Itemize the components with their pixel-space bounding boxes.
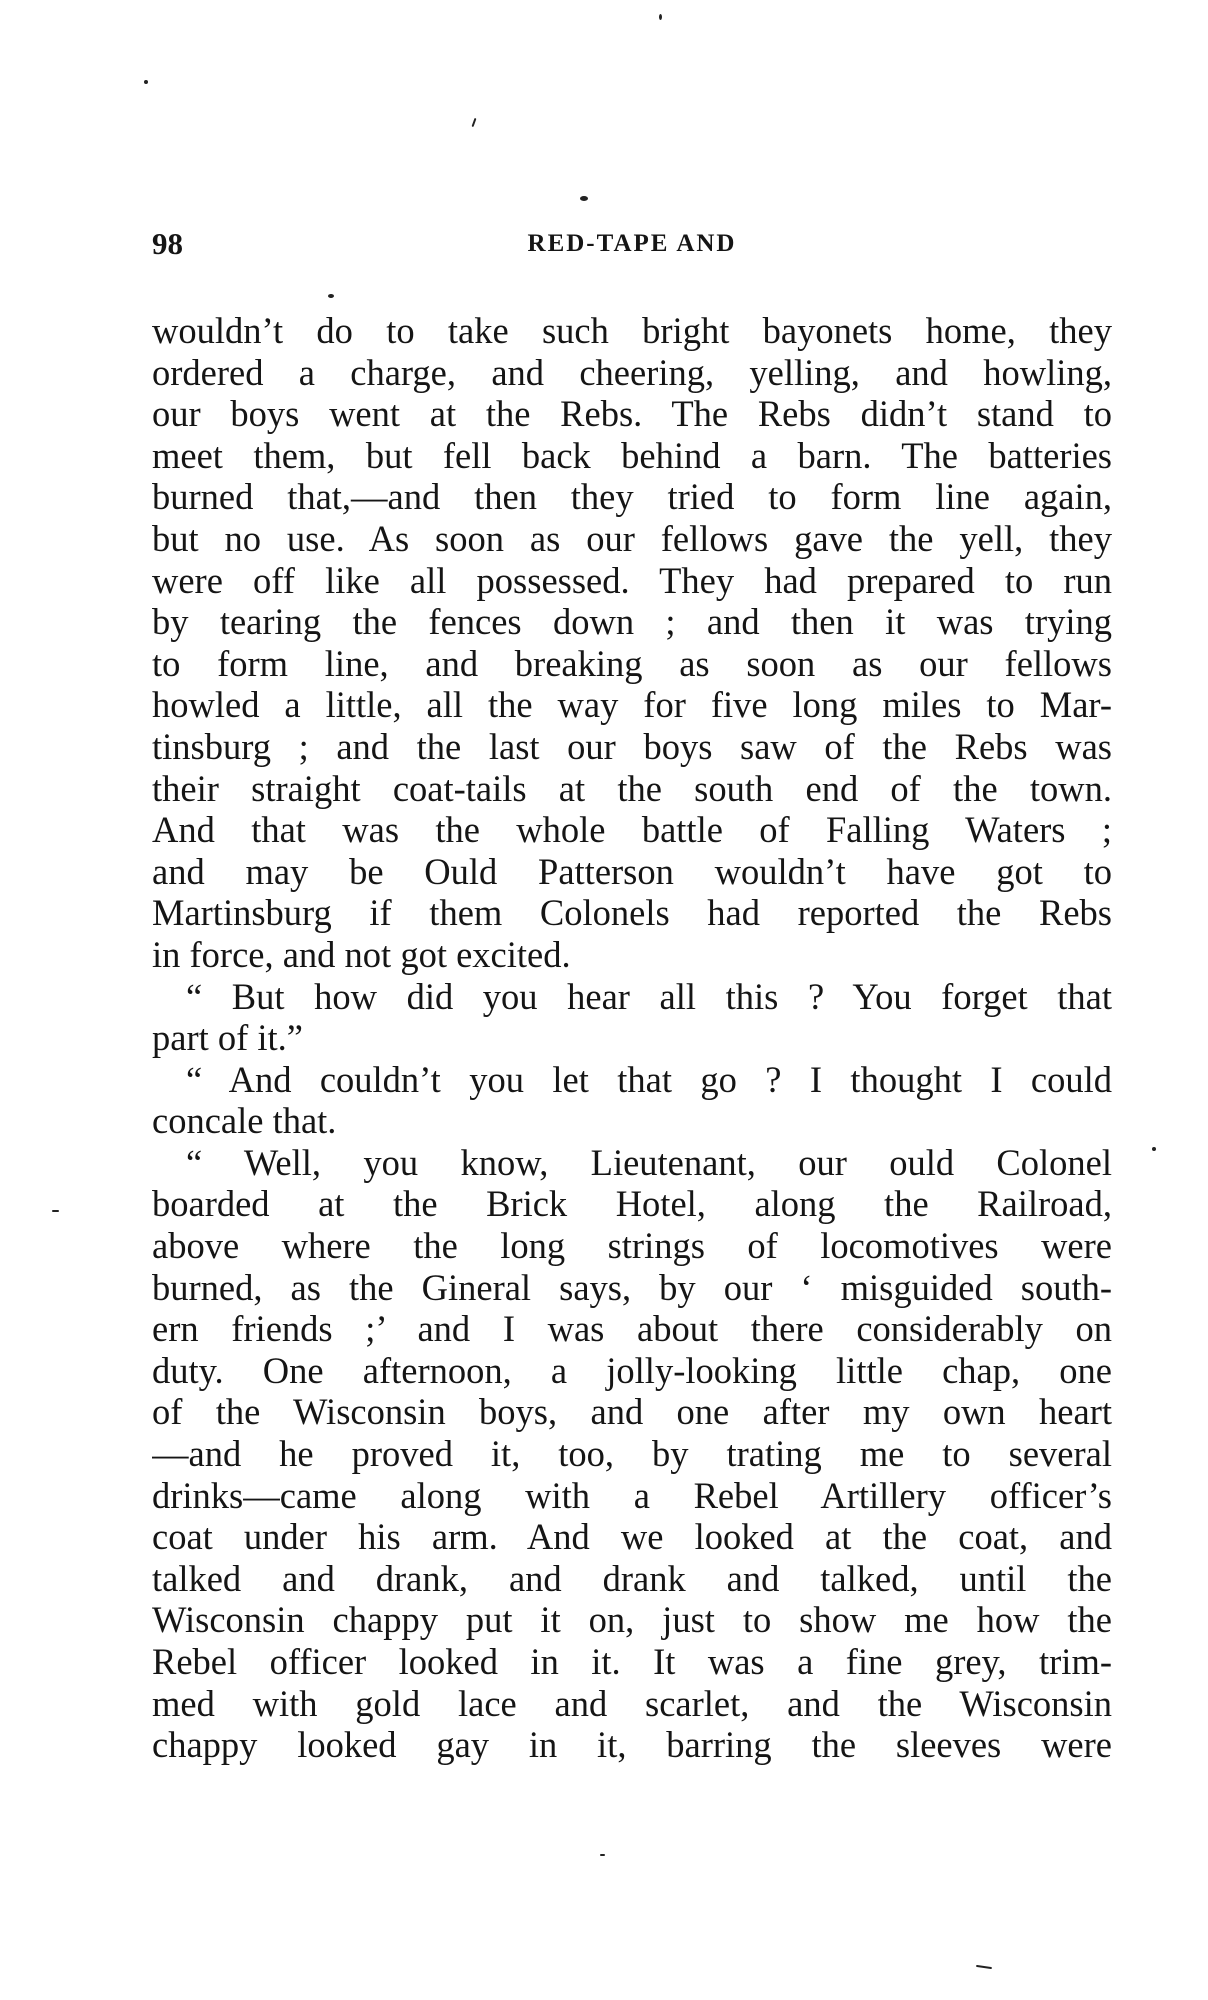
text-line: —and he proved it, too, by trating me to several bbox=[152, 1433, 1112, 1475]
text-line: Martinsburg if them Colonels had reported the Rebs bbox=[152, 892, 1112, 934]
text-line: howled a little, all the way for five long miles to Mar- bbox=[152, 684, 1112, 726]
text-line: “ And couldn’t you let that go ? I thought I could bbox=[186, 1058, 1112, 1100]
text-line: Wisconsin chappy put it on, just to show me how the bbox=[152, 1599, 1112, 1641]
scan-speck bbox=[144, 80, 148, 84]
text-line: coat under his arm. And we looked at the coat, and bbox=[152, 1516, 1112, 1558]
text-line: ern friends ;’ and I was about there considerably on bbox=[152, 1308, 1112, 1350]
text-line: were off like all possessed. They had prepared to run bbox=[152, 559, 1112, 601]
scan-speck bbox=[472, 118, 477, 127]
scan-speck bbox=[52, 1210, 59, 1212]
running-head: RED-TAPE AND bbox=[527, 230, 737, 257]
text-line: chappy looked gay in it, barring the sleeves were bbox=[152, 1724, 1112, 1766]
text-line: “ But how did you hear all this ? You forget that bbox=[186, 975, 1112, 1017]
text-line: and may be Ould Patterson wouldn’t have got to bbox=[152, 850, 1112, 892]
text-line: boarded at the Brick Hotel, along the Railroad, bbox=[152, 1183, 1112, 1225]
text-line: “ Well, you know, Lieutenant, our ould Colonel bbox=[186, 1141, 1112, 1183]
scan-speck bbox=[600, 1854, 605, 1856]
text-line: our boys went at the Rebs. The Rebs didn’t stand to bbox=[152, 393, 1112, 435]
page-number: 98 bbox=[152, 226, 183, 261]
text-line: above where the long strings of locomotives were bbox=[152, 1225, 1112, 1267]
body-text bbox=[152, 310, 1112, 1766]
scan-speck bbox=[659, 14, 662, 20]
text-line: burned that,—and then they tried to form line again, bbox=[152, 476, 1112, 518]
text-line: drinks—came along with a Rebel Artillery officer’s bbox=[152, 1474, 1112, 1516]
text-line: ordered a charge, and cheering, yelling, and howling, bbox=[152, 351, 1112, 393]
scan-speck bbox=[328, 294, 334, 298]
text-line: tinsburg ; and the last our boys saw of the Rebs was bbox=[152, 725, 1112, 767]
text-line: in force, and not got excited. bbox=[152, 933, 571, 975]
text-line: by tearing the fences down ; and then it was trying bbox=[152, 601, 1112, 643]
text-line: meet them, but fell back behind a barn. The batteries bbox=[152, 434, 1112, 476]
scan-speck bbox=[1152, 1147, 1156, 1151]
text-line: talked and drank, and drank and talked, until the bbox=[152, 1557, 1112, 1599]
text-line: part of it.” bbox=[152, 1017, 304, 1059]
text-line: med with gold lace and scarlet, and the Wisconsin bbox=[152, 1682, 1112, 1724]
text-line: but no use. As soon as our fellows gave the yell, they bbox=[152, 517, 1112, 559]
text-line: And that was the whole battle of Falling Waters ; bbox=[152, 809, 1112, 851]
scan-speck bbox=[580, 196, 588, 201]
text-line: to form line, and breaking as soon as our fellows bbox=[152, 642, 1112, 684]
text-line: their straight coat-tails at the south end of the town. bbox=[152, 767, 1112, 809]
text-line: wouldn’t do to take such bright bayonets home, they bbox=[152, 310, 1112, 351]
page-header bbox=[152, 226, 1112, 270]
scan-speck bbox=[976, 1965, 992, 1969]
text-line: of the Wisconsin boys, and one after my own heart bbox=[152, 1391, 1112, 1433]
text-line: concale that. bbox=[152, 1100, 337, 1142]
text-line: duty. One afternoon, a jolly-looking little chap, one bbox=[152, 1349, 1112, 1391]
text-line: burned, as the Gineral says, by our ‘ misguided south- bbox=[152, 1266, 1112, 1308]
text-line: Rebel officer looked in it. It was a fine grey, trim- bbox=[152, 1641, 1112, 1682]
